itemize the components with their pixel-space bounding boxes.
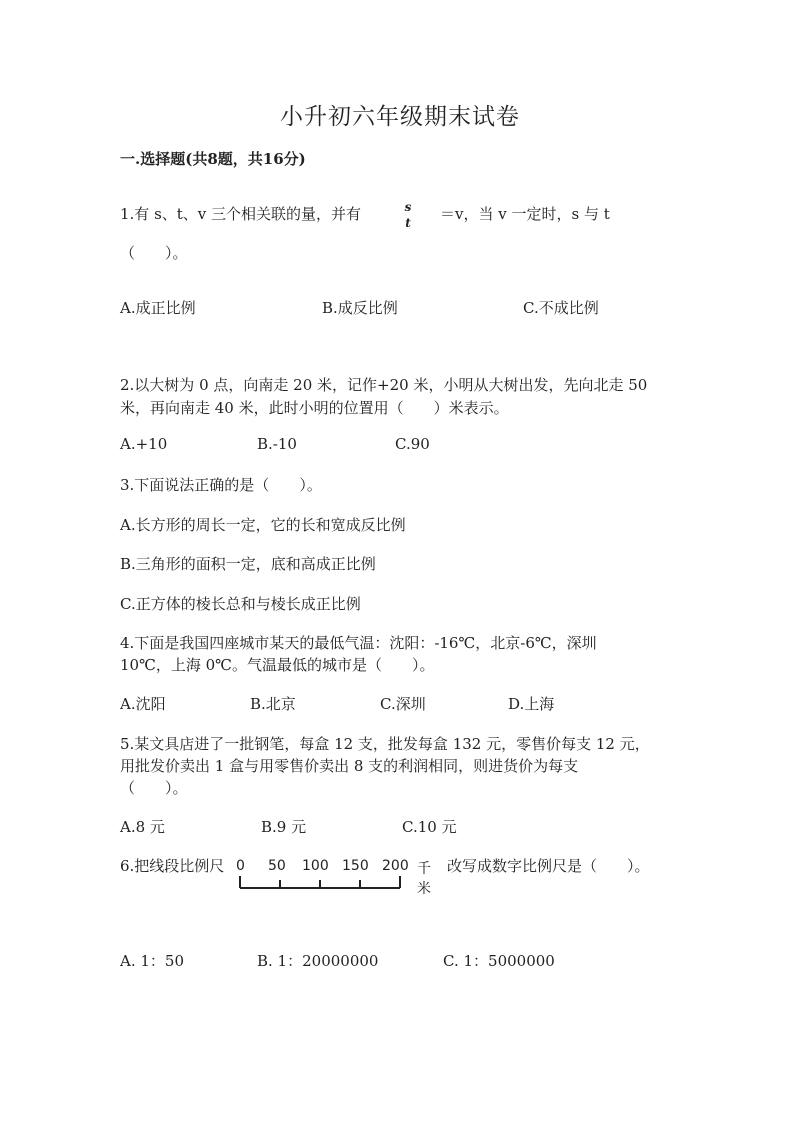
q3-option-c: C.正方体的棱长总和与棱长成正比例 [120, 595, 361, 613]
q5-option-b: B.9 元 [261, 818, 307, 836]
q4-option-c: C.深圳 [380, 695, 426, 713]
q4-line2: 10℃，上海 0℃。气温最低的城市是（ ）。 [120, 656, 435, 674]
q1-text-c: （ ）。 [120, 244, 188, 262]
section-heading: 一.选择题(共8题，共16分) [120, 150, 306, 168]
scale-label-50: 50 [268, 858, 286, 874]
q1-option-b: B.成反比例 [322, 299, 398, 317]
scale-bar [236, 876, 406, 890]
q3-option-a: A.长方形的周长一定，它的长和宽成反比例 [120, 516, 406, 534]
q3-line1: 3.下面说法正确的是（ ）。 [120, 476, 322, 494]
q1-fraction [400, 199, 416, 231]
q4-option-b: B.北京 [250, 695, 296, 713]
scale-label-0: 0 [236, 858, 245, 874]
q2-option-a: A.+10 [120, 435, 168, 453]
q5-option-c: C.10 元 [402, 818, 457, 836]
q2-line1: 2.以大树为 0 点，向南走 20 米，记作+20 米，小明从大树出发，先向北走 50 [120, 376, 648, 394]
q6-text-a: 6.把线段比例尺 [120, 857, 225, 875]
q4-option-a: A.沈阳 [120, 695, 166, 713]
q5-line2: 用批发价卖出 1 盒与用零售价卖出 8 支的利润相同，则进货价为每支 [120, 757, 579, 775]
q4-option-d: D.上海 [508, 695, 555, 713]
q1-fraction-numerator: s [404, 200, 412, 214]
q2-option-b: B.-10 [257, 435, 297, 453]
q1-option-c: C.不成比例 [523, 299, 599, 317]
q5-line1: 5.某文具店进了一批钢笔，每盒 12 支，批发每盒 132 元，零售价每支 12 元， [120, 735, 650, 753]
q1-text-a: 1.有 s、t、v 三个相关联的量，并有 [120, 205, 362, 223]
q1-option-a: A.成正比例 [120, 299, 196, 317]
q1-text-b: ＝v，当 v 一定时，s 与 t [440, 205, 610, 223]
q2-option-c: C.90 [395, 435, 430, 453]
q6-option-b: B. 1：20000000 [257, 952, 379, 970]
q5-line3: （ ）。 [120, 779, 188, 797]
scale-label-100: 100 [302, 858, 329, 874]
q1-fraction-denominator: t [405, 216, 411, 230]
scale-label-150: 150 [342, 858, 369, 874]
q6-option-c: C. 1：5000000 [443, 952, 555, 970]
q6-text-b: 改写成数字比例尺是（ ）。 [447, 857, 650, 875]
q4-line1: 4.下面是我国四座城市某天的最低气温：沈阳：-16℃，北京-6℃，深圳 [120, 634, 597, 652]
scale-unit: 千米 [417, 861, 431, 897]
scale-label-200: 200 [382, 858, 409, 874]
q6-option-a: A. 1：50 [120, 952, 184, 970]
q2-line2: 米，再向南走 40 米，此时小明的位置用（ ）米表示。 [120, 399, 509, 417]
q5-option-a: A.8 元 [120, 818, 165, 836]
q3-option-b: B.三角形的面积一定，底和高成正比例 [120, 555, 376, 573]
page-title: 小升初六年级期末试卷 [280, 104, 520, 130]
